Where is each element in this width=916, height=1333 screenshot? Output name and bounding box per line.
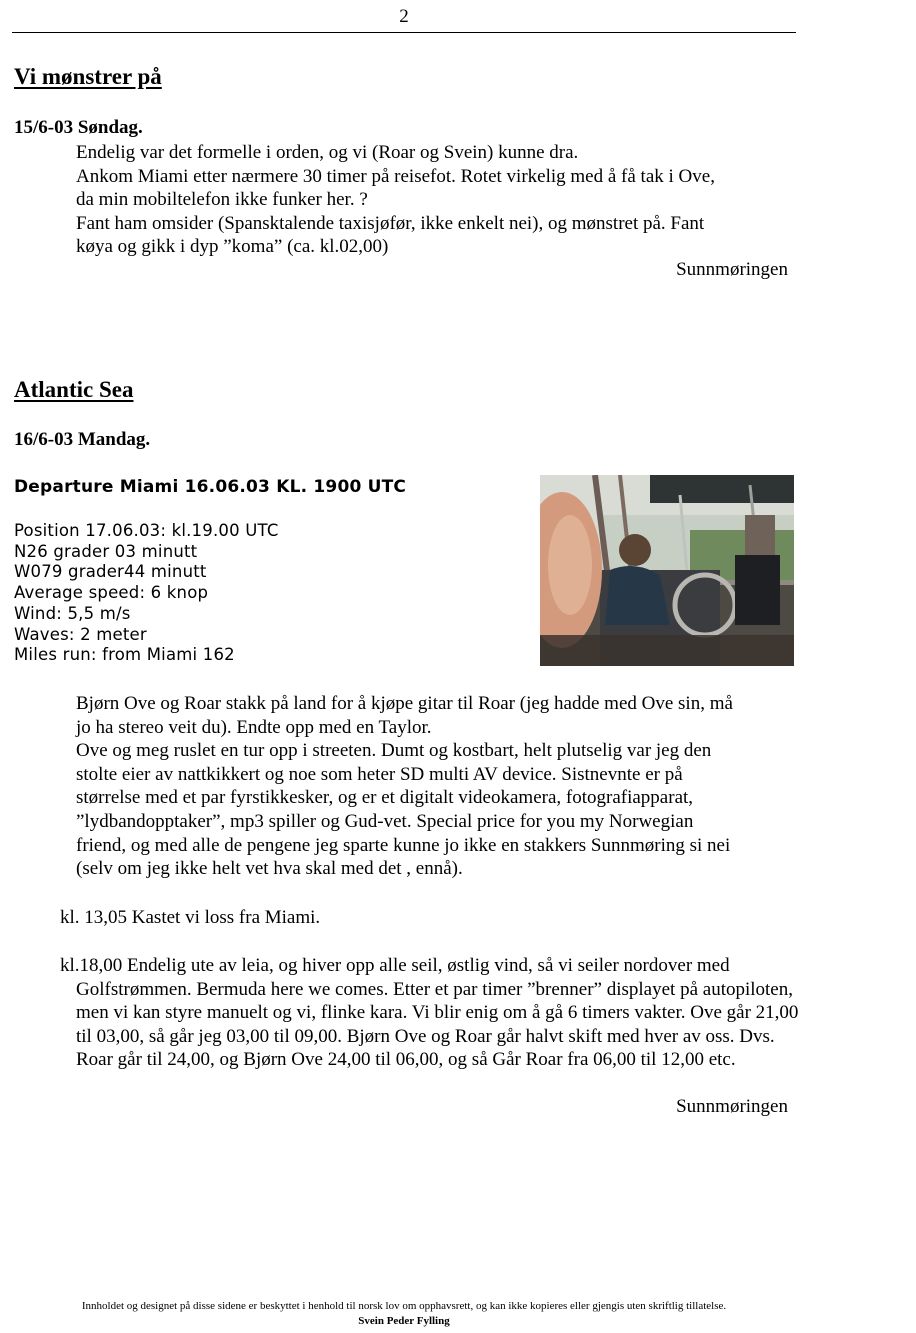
text-line: stolte eier av nattkikkert og noe som heter SD multi AV device. Sistnevnte er på <box>76 763 683 785</box>
time-entry-1305: kl. 13,05 Kastet vi loss fra Miami. <box>60 907 321 928</box>
section-heading-vi-monstrer-pa: Vi mønstrer på <box>14 64 162 89</box>
log-line: Waves: 2 meter <box>14 624 147 644</box>
header-divider <box>12 32 796 33</box>
text-line: (selv om jeg ikke helt vet hva skal med det , ennå). <box>76 858 463 880</box>
log-line: Position 17.06.03: kl.19.00 UTC <box>14 521 279 540</box>
text-line: Ove og meg ruslet en tur opp i streeten. Dumt og kostbart, helt plutselig var jeg den <box>76 740 712 762</box>
log-line: N26 grader 03 minutt <box>14 541 198 561</box>
boat-helm-photo <box>540 475 794 666</box>
log-line: Wind: 5,5 m/s <box>14 603 131 623</box>
page-number: 2 <box>399 6 409 27</box>
monday-entry-text <box>76 692 798 881</box>
copyright-notice: Innholdet og designet på disse sidene er beskyttet i henhold til norsk lov om opphavsrett, og kan ikke kopieres eller gjengis uten skriftlig tillatelse. <box>81 1300 727 1312</box>
text-line: køya og gikk i dyp ”koma” (ca. kl.02,00) <box>76 236 389 258</box>
position-log <box>14 521 279 666</box>
entry-date-monday: 16/6-03 Mandag. <box>14 429 151 450</box>
log-line: Miles run: from Miami 162 <box>14 645 235 665</box>
author-name: Svein Peder Fylling <box>358 1315 450 1327</box>
signature: Sunnmøringen <box>676 1096 788 1117</box>
text-line: jo ha stereo veit du). Endte opp med en Taylor. <box>76 716 432 738</box>
text-line: da min mobiltelefon ikke funker her. ? <box>76 189 368 211</box>
departure-log-title: Departure Miami 16.06.03 KL. 1900 UTC <box>14 477 407 497</box>
text-line: størrelse med et par fyrstikkesker, og er et digitalt videokamera, fotografiapparat, <box>76 787 694 809</box>
section-heading-atlantic-sea: Atlantic Sea <box>14 377 134 402</box>
sunday-entry-text <box>76 141 798 259</box>
text-line: Fant ham omsider (Spansktalende taxisjøfør, ikke enkelt nei), og mønstret på. Fant <box>76 212 705 234</box>
entry-date-sunday: 15/6-03 Søndag. <box>14 117 143 138</box>
text-line: friend, og med alle de pengene jeg sparte kunne jo ikke en stakkers Sunnmøring si nei <box>76 834 731 856</box>
log-line: W079 grader44 minutt <box>14 562 207 582</box>
text-line: ”lydbandopptaker”, mp3 spiller og Gud-vet. Special price for you my Norwegian <box>76 810 694 832</box>
signature: Sunnmøringen <box>676 259 788 280</box>
time-entry-1800: kl.18,00 Endelig ute av leia, og hiver opp alle seil, østlig vind, så vi seiler nordover med Golfstrømmen. Bermuda here we comes. Etter et par timer ”brenner” displayet på autopiloten, men vi kan styre manuelt og vi, flinke kara. Vi blir enig om å gå 6 timers vakter. Ove går 21,00 til 03,00, så går jeg 03,00 til 09,00. Bjørn Ove og Roar går halvt skift med hver av oss. Dvs. Roar går til 24,00, og Bjørn Ove 24,00 til 06,00, og så Går Roar fra 06,00 til 12,00 etc. <box>60 955 799 1071</box>
text-line: Bjørn Ove og Roar stakk på land for å kjøpe gitar til Roar (jeg hadde med Ove sin, må <box>76 693 733 714</box>
log-line: Average speed: 6 knop <box>14 583 209 603</box>
text-line: Ankom Miami etter nærmere 30 timer på reisefot. Rotet virkelig med å få tak i Ove, <box>76 165 715 187</box>
text-line: Endelig var det formelle i orden, og vi (Roar og Svein) kunne dra. <box>76 142 579 163</box>
